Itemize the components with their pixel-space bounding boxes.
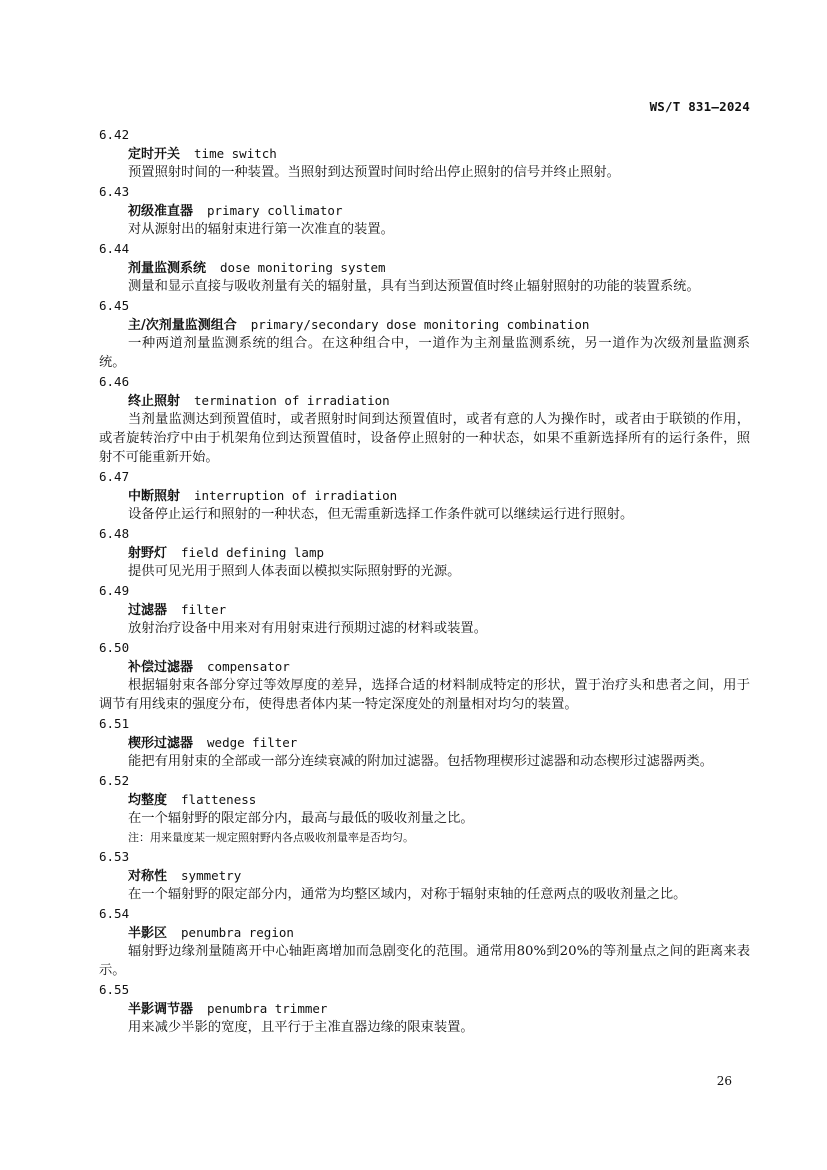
term-zh: 楔形过滤器 (128, 736, 194, 751)
term-zh: 定时开关 (128, 147, 181, 162)
term-line (128, 790, 750, 809)
term-zh: 半影区 (128, 926, 168, 941)
term-en: penumbra trimmer (207, 1001, 328, 1016)
term-en: primary/secondary dose monitoring combination (250, 317, 590, 332)
entry-6-48 (99, 524, 750, 581)
term-zh: 剂量监测系统 (128, 261, 207, 276)
term-en: flatteness (181, 792, 257, 807)
entry-6-42 (99, 125, 750, 182)
term-line (128, 923, 750, 942)
entry-6-44 (99, 239, 750, 296)
page-number: 26 (716, 1074, 732, 1088)
term-line (128, 391, 750, 410)
definition: 用来减少半影的宽度，且平行于主准直器边缘的限束装置。 (128, 1020, 474, 1035)
entry-6-51 (99, 714, 750, 771)
definition: 根据辐射束各部分穿过等效厚度的差异，选择合适的材料制成特定的形状，置于治疗头和患者之间，用于调节有用线束的强度分布，使得患者体内某一特定深度处的剂量相对均匀的装置。 (99, 678, 750, 712)
term-line (128, 315, 750, 334)
entry-6-55 (99, 980, 750, 1037)
note: 注：用来量度某一规定照射野内各点吸收剂量率是否均匀。 (128, 831, 414, 844)
term-list (99, 125, 750, 1037)
clause-number: 6.49 (99, 583, 130, 598)
term-line (128, 144, 750, 163)
term-en: time switch (194, 146, 277, 161)
term-en: wedge filter (207, 735, 298, 750)
term-line (128, 600, 750, 619)
term-line (128, 733, 750, 752)
term-zh: 对称性 (128, 869, 168, 884)
term-en: dose monitoring system (220, 260, 386, 275)
clause-number: 6.42 (99, 127, 130, 142)
term-zh: 过滤器 (128, 603, 168, 618)
clause-number: 6.47 (99, 469, 130, 484)
definition: 提供可见光用于照到人体表面以模拟实际照射野的光源。 (128, 564, 461, 579)
entry-6-43 (99, 182, 750, 239)
entry-6-50 (99, 638, 750, 714)
definition: 对从源射出的辐射束进行第一次准直的装置。 (128, 222, 394, 237)
clause-number: 6.51 (99, 716, 130, 731)
entry-6-52 (99, 771, 750, 847)
term-line (128, 201, 750, 220)
term-zh: 半影调节器 (128, 1002, 194, 1017)
clause-number: 6.53 (99, 849, 130, 864)
term-line (128, 866, 750, 885)
definition: 能把有用射束的全部或一部分连续衰减的附加过滤器。包括物理楔形过滤器和动态楔形过滤器两类。 (128, 754, 714, 769)
term-line (128, 657, 750, 676)
term-line (128, 258, 750, 277)
definition: 放射治疗设备中用来对有用射束进行预期过滤的材料或装置。 (128, 621, 488, 636)
definition: 测量和显示直接与吸收剂量有关的辐射量，具有当到达预置值时终止辐射照射的功能的装置系统。 (128, 279, 700, 294)
definition: 预置照射时间的一种装置。当照射到达预置时间时给出停止照射的信号并终止照射。 (128, 165, 620, 180)
definition: 当剂量监测达到预置值时，或者照射时间到达预置值时，或者有意的人为操作时，或者由于联锁的作用，或者旋转治疗中由于机架角位到达预置值时，设备停止照射的一种状态，如果不重新选择所有的运行条件，照射不可能重新开始。 (99, 412, 750, 465)
term-line (128, 999, 750, 1018)
term-zh: 初级准直器 (128, 204, 194, 219)
entry-6-49 (99, 581, 750, 638)
term-line (128, 543, 750, 562)
entry-6-47 (99, 467, 750, 524)
term-en: field defining lamp (181, 545, 325, 560)
definition: 设备停止运行和照射的一种状态，但无需重新选择工作条件就可以继续运行进行照射。 (128, 507, 634, 522)
standard-code: WS/T 831—2024 (649, 99, 750, 114)
term-zh: 终止照射 (128, 394, 181, 409)
clause-number: 6.45 (99, 298, 130, 313)
term-zh: 补偿过滤器 (128, 660, 194, 675)
entry-6-45 (99, 296, 750, 372)
term-en: filter (181, 602, 227, 617)
term-line (128, 486, 750, 505)
clause-number: 6.52 (99, 773, 130, 788)
term-zh: 均整度 (128, 793, 168, 808)
term-en: primary collimator (207, 203, 343, 218)
entry-6-46 (99, 372, 750, 467)
term-zh: 中断照射 (128, 489, 181, 504)
entry-6-53 (99, 847, 750, 904)
term-zh: 主/次剂量监测组合 (128, 318, 237, 333)
clause-number: 6.55 (99, 982, 130, 997)
clause-number: 6.48 (99, 526, 130, 541)
entry-6-54 (99, 904, 750, 980)
clause-number: 6.43 (99, 184, 130, 199)
term-en: compensator (207, 659, 290, 674)
definition: 一种两道剂量监测系统的组合。在这种组合中，一道作为主剂量监测系统，另一道作为次级剂量监测系统。 (99, 336, 750, 370)
term-en: interruption of irradiation (194, 488, 398, 503)
clause-number: 6.50 (99, 640, 130, 655)
clause-number: 6.46 (99, 374, 130, 389)
term-en: penumbra region (181, 925, 294, 940)
term-en: symmetry (181, 868, 242, 883)
term-en: termination of irradiation (194, 393, 390, 408)
definition: 在一个辐射野的限定部分内，通常为均整区域内，对称于辐射束轴的任意两点的吸收剂量之比。 (128, 887, 687, 902)
definition: 在一个辐射野的限定部分内，最高与最低的吸收剂量之比。 (128, 811, 474, 826)
definition: 辐射野边缘剂量随离开中心轴距离增加而急剧变化的范围。通常用80%到20%的等剂量点之间的距离来表示。 (99, 944, 750, 978)
clause-number: 6.44 (99, 241, 130, 256)
clause-number: 6.54 (99, 906, 130, 921)
term-zh: 射野灯 (128, 546, 168, 561)
